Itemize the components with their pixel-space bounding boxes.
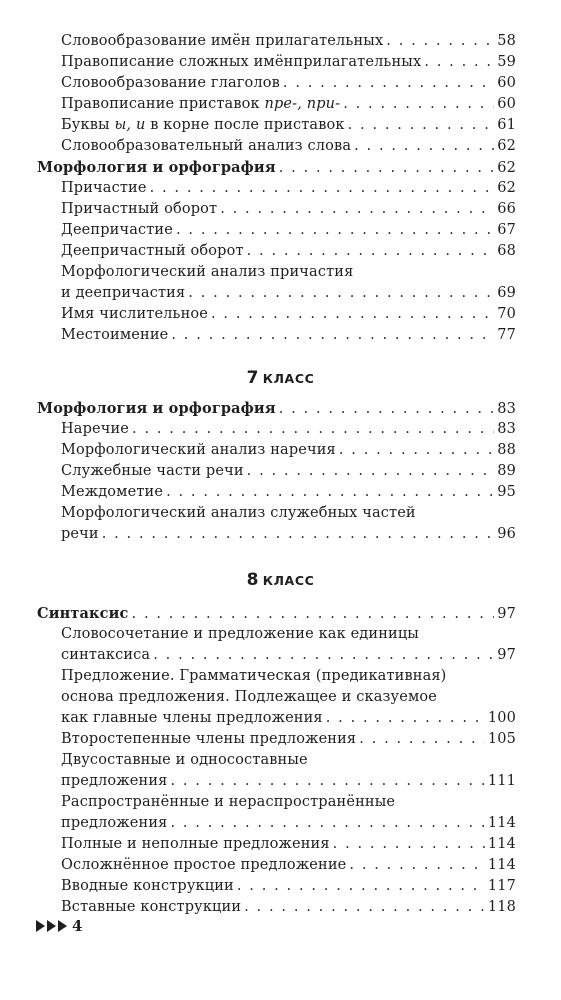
toc-section-title: Синтаксис	[37, 605, 129, 622]
toc-entry-page: 60	[497, 75, 516, 91]
grade-word: КЛАСС	[262, 371, 315, 386]
toc-entry-page: 70	[497, 306, 516, 322]
triangle-arrow-icon	[58, 920, 67, 932]
toc-section[interactable]	[37, 603, 516, 624]
toc-entry-page: 95	[497, 484, 516, 500]
toc-entry[interactable]	[61, 199, 516, 220]
dot-leader	[354, 136, 494, 157]
toc-entry-title: Морфологический анализ наречия	[61, 442, 336, 458]
dot-leader	[386, 31, 494, 52]
toc-entry-page: 83	[497, 421, 516, 437]
dot-leader	[170, 771, 484, 792]
toc-entry-title-line1[interactable]: Морфологический анализ служебных частей	[61, 505, 416, 521]
toc-entry-title	[61, 94, 340, 115]
toc-entry-title-part: Правописание приставок	[61, 96, 265, 112]
toc-entry[interactable]	[61, 31, 516, 52]
dot-leader	[279, 158, 495, 179]
toc-entry-title	[61, 115, 345, 136]
dot-leader	[326, 708, 485, 729]
dot-leader	[359, 729, 485, 750]
dot-leader	[150, 178, 495, 199]
toc-entry[interactable]	[61, 52, 516, 73]
toc-entry-page: 89	[497, 463, 516, 479]
toc-entry-page: 105	[487, 731, 516, 747]
toc-entry-title: Наречие	[61, 421, 130, 437]
dot-leader	[333, 834, 485, 855]
dot-leader	[132, 604, 495, 625]
toc-entry[interactable]	[61, 645, 516, 666]
toc-entry[interactable]	[61, 220, 516, 241]
dot-leader	[244, 897, 485, 918]
toc-entry[interactable]	[61, 178, 516, 199]
toc-entry-title-part: в корне после приставок	[145, 117, 345, 133]
dot-leader	[343, 94, 494, 115]
toc-entry[interactable]	[61, 115, 516, 136]
toc-entry-page: 97	[497, 647, 516, 663]
toc-entry-title: Деепричастие	[61, 222, 173, 238]
dot-leader	[132, 419, 494, 440]
toc-entry[interactable]	[61, 461, 516, 482]
toc-entry[interactable]	[61, 136, 516, 157]
toc-entry-title: Второстепенные члены предложения	[61, 731, 357, 747]
toc-entry-title: Имя числительное	[61, 306, 209, 322]
dot-leader	[171, 325, 494, 346]
toc-entry-page: 60	[497, 96, 516, 112]
toc-entry-title: Причастный оборот	[61, 201, 218, 217]
dot-leader	[170, 813, 484, 834]
grade-number: 7	[246, 368, 259, 388]
toc-entry-page: 62	[497, 138, 516, 154]
toc-section-page: 83	[497, 401, 516, 417]
dot-leader	[424, 52, 494, 73]
page-number: 4	[72, 917, 83, 935]
toc-entry-page: 62	[497, 180, 516, 196]
toc-section[interactable]	[37, 157, 516, 178]
toc-entry-title: Осложнённое простое предложение	[61, 857, 347, 873]
toc-entry-title-part: Буквы	[61, 117, 115, 133]
dot-leader	[153, 645, 494, 666]
toc-entry[interactable]	[61, 771, 516, 792]
toc-entry-page: 111	[487, 773, 516, 789]
toc-entry-page: 100	[487, 710, 516, 726]
toc-entry-title: Вставные конструкции	[61, 899, 242, 915]
dot-leader	[339, 440, 494, 461]
dot-leader	[247, 461, 495, 482]
toc-entry-page: 114	[487, 857, 516, 873]
toc-entry-page: 58	[497, 33, 516, 49]
toc-entry-page: 61	[497, 117, 516, 133]
toc-entry[interactable]	[61, 482, 516, 503]
toc-section-page: 97	[497, 606, 516, 622]
dot-leader	[176, 220, 494, 241]
toc-entry-page: 68	[497, 243, 516, 259]
toc-entry-title-line1[interactable]: Морфологический анализ причастия	[61, 264, 354, 280]
toc-entry[interactable]	[61, 283, 516, 304]
toc-entry-title-line1[interactable]: Предложение. Грамматическая (предикативная)	[61, 668, 447, 684]
toc-entry-title-line1[interactable]: Словосочетание и предложение как единицы	[61, 626, 419, 642]
toc-entry-title: Словообразовательный анализ слова	[61, 138, 352, 154]
toc-entry[interactable]	[61, 94, 516, 115]
toc-entry-title: Правописание сложных имёнприлагательных	[61, 54, 422, 70]
toc-entry-title-line1[interactable]: Распространённые и нераспространённые	[61, 794, 396, 810]
toc-entry-page: 114	[487, 836, 516, 852]
toc-section-title: Морфология и орфография	[37, 159, 276, 176]
dot-leader	[237, 876, 485, 897]
dot-leader	[279, 399, 495, 420]
triangle-arrow-icon	[36, 920, 45, 932]
toc-entry-title-line2: основа предложения. Подлежащее и сказуемое	[61, 689, 438, 705]
toc-section-title: Морфология и орфография	[37, 400, 276, 417]
toc-entry-title: Причастие	[61, 180, 147, 196]
toc-entry-title-line1[interactable]: Двусоставные и односоставные	[61, 752, 308, 768]
toc-entry-page: 117	[487, 878, 516, 894]
dot-leader	[283, 73, 494, 94]
toc-entry-page: 96	[497, 526, 516, 542]
toc-entry-page: 88	[497, 442, 516, 458]
toc-entry[interactable]	[61, 524, 516, 545]
dot-leader	[188, 283, 494, 304]
toc-entry[interactable]	[61, 325, 516, 346]
toc-section[interactable]	[37, 398, 516, 419]
dot-leader	[247, 241, 495, 262]
toc-entry[interactable]	[61, 855, 516, 876]
grade-heading-8	[0, 568, 561, 592]
toc-entry[interactable]	[61, 440, 516, 461]
triangle-arrow-icon	[47, 920, 56, 932]
toc-entry-title: Вводные конструкции	[61, 878, 234, 894]
toc-entry[interactable]	[61, 419, 516, 440]
toc-entry[interactable]	[61, 73, 516, 94]
toc-entry-page: 77	[497, 327, 516, 343]
toc-entry-page: 118	[487, 899, 516, 915]
toc-entry-title: Служебные части речи	[61, 463, 244, 479]
dot-leader	[211, 304, 494, 325]
dot-leader	[349, 855, 484, 876]
grade-heading-7	[0, 366, 561, 390]
toc-section-page: 62	[497, 160, 516, 176]
toc-entry-title-line2: синтаксиса	[61, 647, 151, 663]
toc-entry-title: Междометие	[61, 484, 164, 500]
toc-entry-title-line2: предложения	[61, 773, 168, 789]
toc-entry-page: 67	[497, 222, 516, 238]
toc-entry-title-line3: как главные члены предложения	[61, 710, 323, 726]
dot-leader	[220, 199, 494, 220]
toc-entry[interactable]	[61, 876, 516, 897]
toc-entry-title: Полные и неполные предложения	[61, 836, 330, 852]
toc-entry[interactable]	[61, 897, 516, 918]
toc-entry-title-line2: речи	[61, 526, 99, 542]
toc-entry-title-line2: предложения	[61, 815, 168, 831]
toc-entry[interactable]	[61, 241, 516, 262]
toc-entry-page: 59	[497, 54, 516, 70]
toc-entry-title-line2: и деепричастия	[61, 285, 186, 301]
toc-entry[interactable]	[61, 304, 516, 325]
toc-entry-title: Местоимение	[61, 327, 169, 343]
grade-word: КЛАСС	[262, 573, 315, 588]
dot-leader	[166, 482, 494, 503]
toc-entry-page: 66	[497, 201, 516, 217]
toc-entry-title-italic: ы, и	[114, 117, 146, 133]
toc-entry-title: Словообразование глаголов	[61, 75, 280, 91]
grade-number: 8	[246, 570, 259, 590]
toc-entry[interactable]	[61, 708, 516, 729]
toc-entry[interactable]	[61, 834, 516, 855]
toc-entry-title-italic: пре-, при-	[264, 96, 341, 112]
dot-leader	[348, 115, 495, 136]
toc-entry-title: Словообразование имён прилагательных	[61, 33, 384, 49]
page-folio	[36, 915, 82, 937]
dot-leader	[102, 524, 495, 545]
toc-entry[interactable]	[61, 813, 516, 834]
toc-entry-page: 69	[497, 285, 516, 301]
toc-entry-title: Деепричастный оборот	[61, 243, 244, 259]
toc-entry[interactable]	[61, 729, 516, 750]
toc-entry-page: 114	[487, 815, 516, 831]
